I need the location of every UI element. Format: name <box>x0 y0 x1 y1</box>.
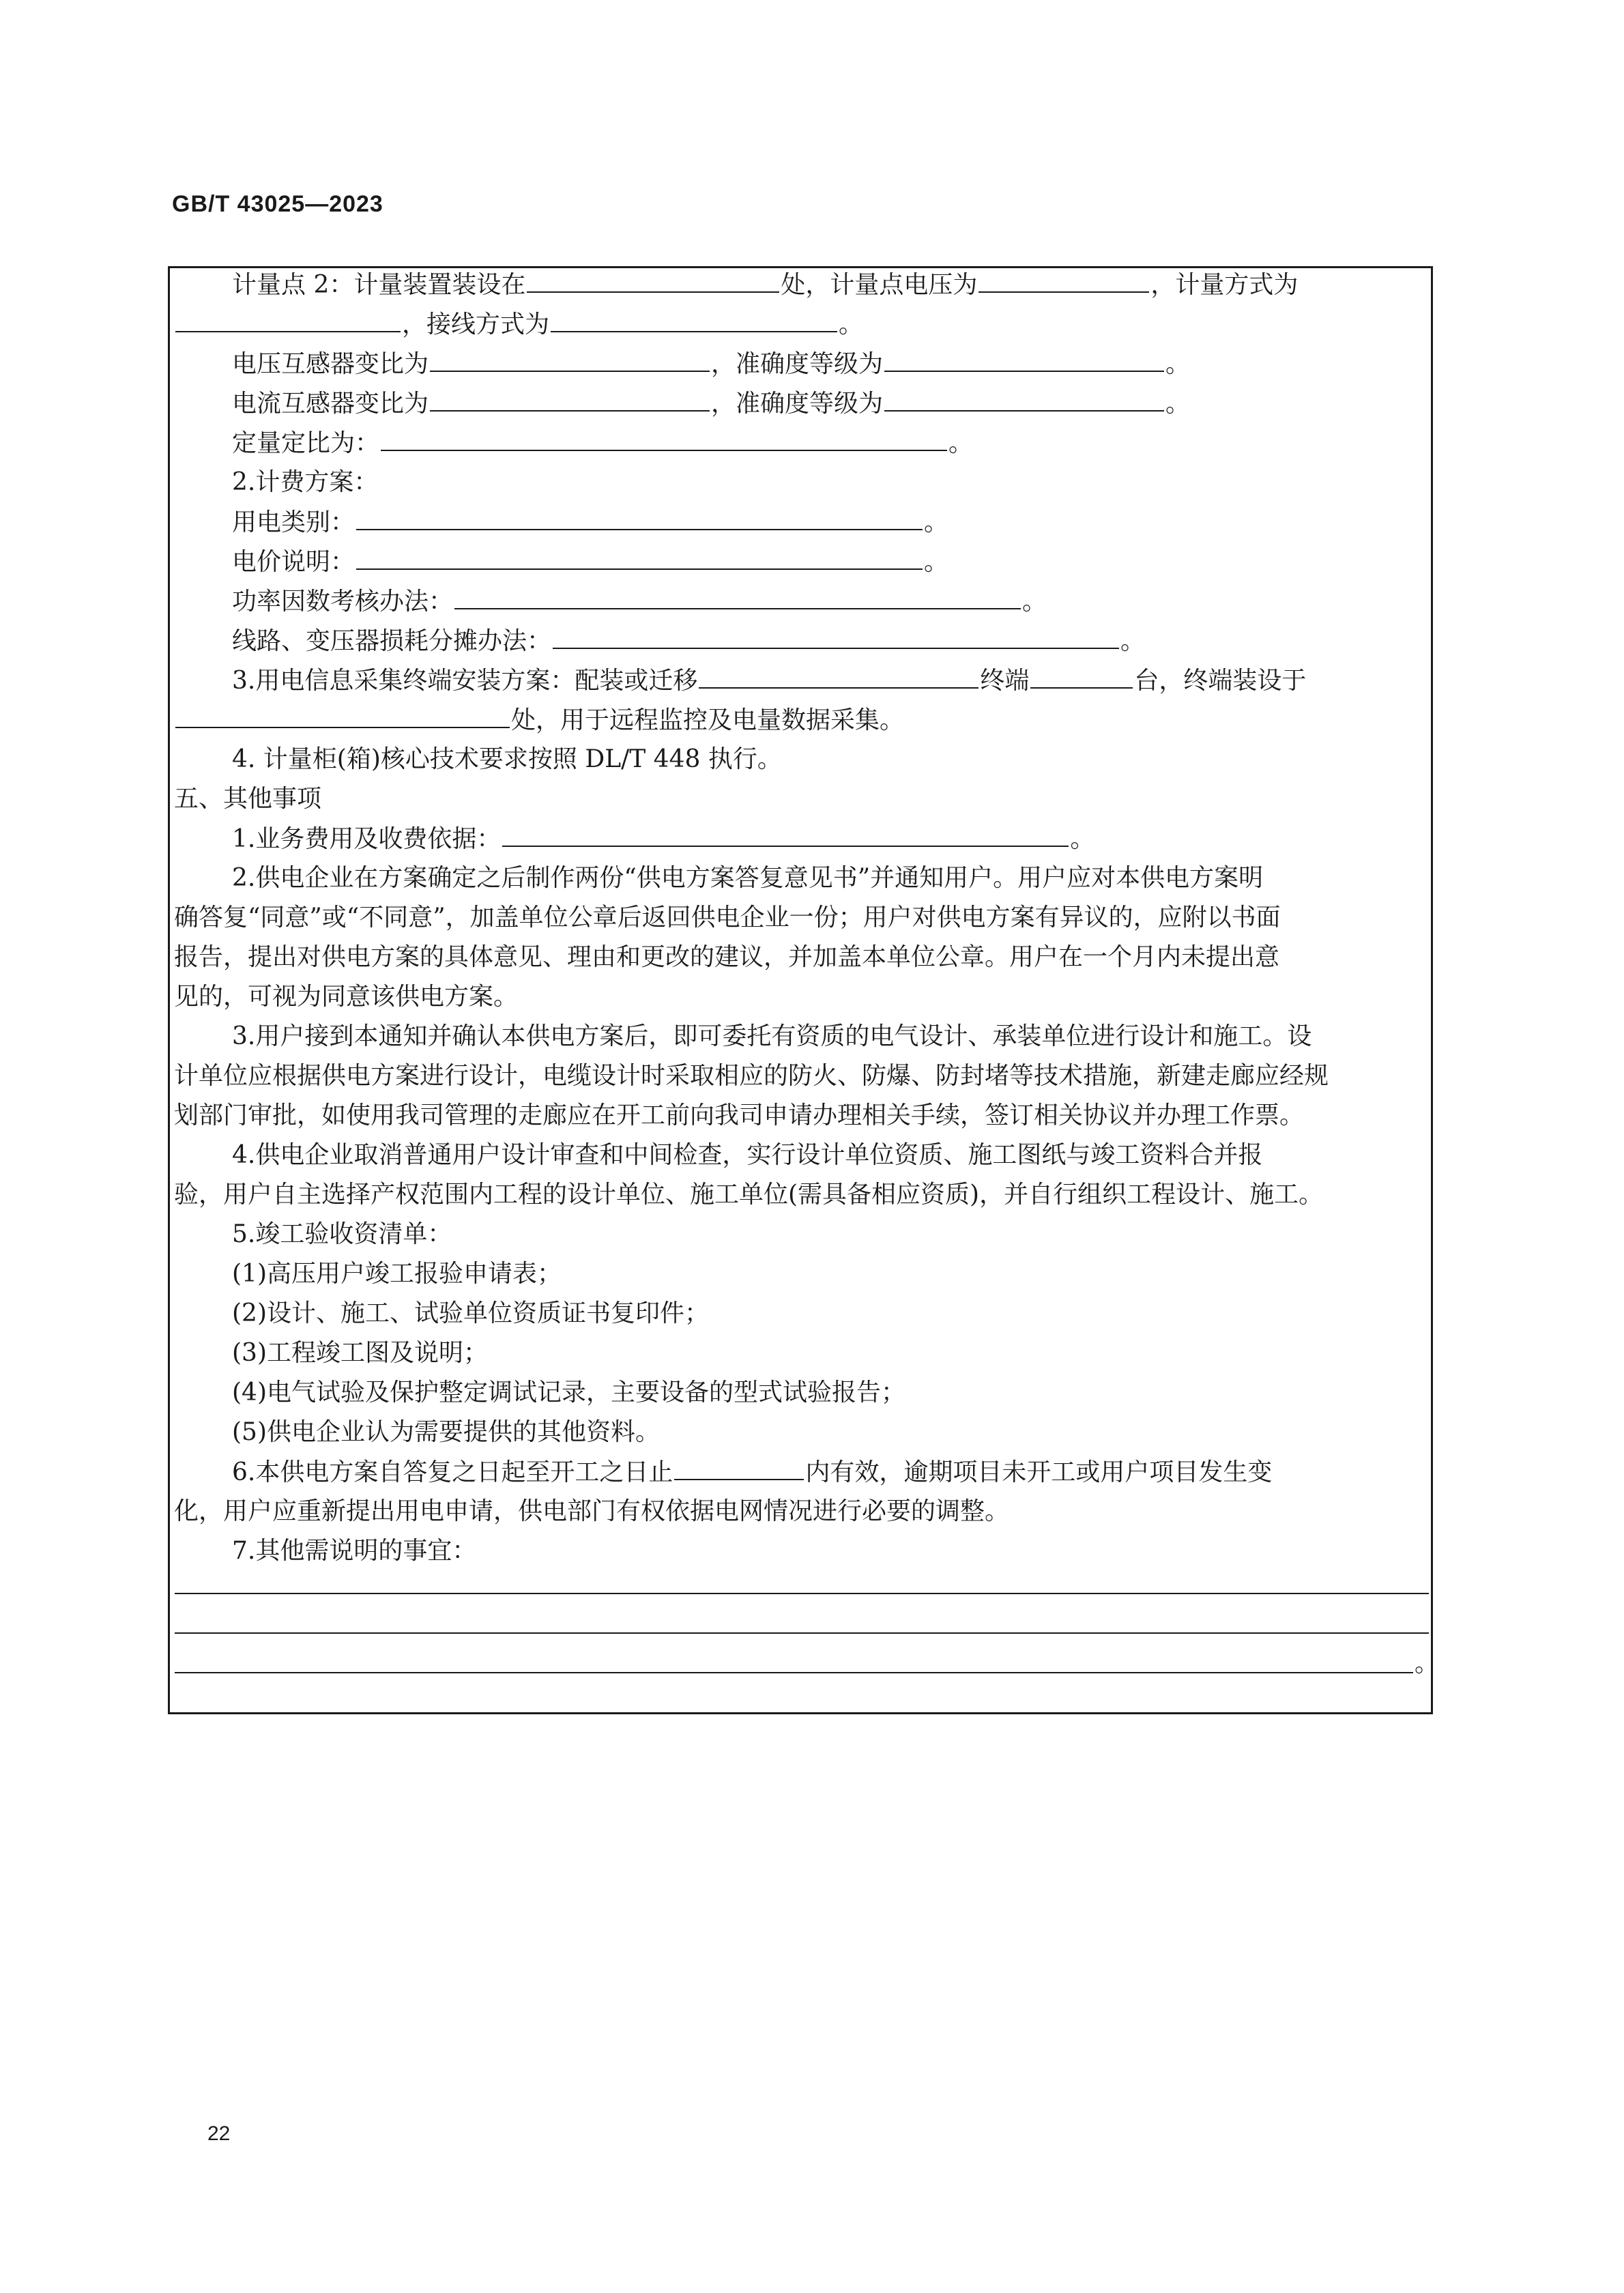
blank-vt-accuracy[interactable] <box>884 347 1164 372</box>
blank-metering-voltage[interactable] <box>978 268 1149 293</box>
text-segment: 。 <box>1165 350 1191 378</box>
text-segment: 。 <box>1120 627 1146 655</box>
text-segment: ，接线方式为 <box>402 311 550 338</box>
paragraph-line: 验，用户自主选择产权范围内工程的设计单位、施工单位(需具备相应资质)，并自行组织工程设计、施工。 <box>174 1181 1324 1209</box>
text-segment: 处，计量点电压为 <box>781 271 978 299</box>
text-segment: ，准确度等级为 <box>711 350 884 378</box>
blank-price-description[interactable] <box>356 545 923 570</box>
text-segment: 。 <box>1070 825 1095 853</box>
loss-sharing-line <box>232 624 1145 657</box>
notes-rule-3[interactable] <box>175 1672 1413 1673</box>
notes-rule-2[interactable] <box>175 1632 1429 1634</box>
blank-fixed-ratio[interactable] <box>381 427 947 451</box>
blank-validity-period[interactable] <box>674 1456 804 1480</box>
notes-rule-1[interactable] <box>175 1593 1429 1594</box>
blank-terminal-location[interactable] <box>175 704 510 728</box>
price-description-line <box>232 545 948 578</box>
metering-cabinet-line: 4. 计量柜(箱)核心技术要求按照 DL/T 448 执行。 <box>232 745 782 773</box>
text-segment: ，准确度等级为 <box>711 390 884 418</box>
metering-point-2-line <box>232 268 1298 301</box>
text-segment: 6.本供电方案自答复之日起至开工之日止 <box>232 1458 673 1486</box>
document-code: GB/T 43025—2023 <box>172 191 383 217</box>
text-segment: 线路、变压器损耗分摊办法： <box>232 627 552 655</box>
text-segment: 。 <box>924 508 949 536</box>
validity-line <box>232 1456 1272 1488</box>
text-segment: 。 <box>1165 390 1191 418</box>
text-segment: ，计量方式为 <box>1150 271 1299 299</box>
paragraph-line: 计单位应根据供电方案进行设计，电缆设计时采取相应的防火、防爆、防封堵等技术措施，新建走廊应经规 <box>174 1062 1329 1090</box>
paragraph-line: 确答复“同意”或“不同意”，加盖单位公章后返回供电企业一份；用户对供电方案有异议的，应附以书面 <box>174 904 1281 932</box>
text-segment: 处，用于远程监控及电量数据采集。 <box>511 706 905 734</box>
terminal-install-line <box>232 664 1306 697</box>
text-segment: 定量定比为： <box>232 429 380 457</box>
blank-power-factor[interactable] <box>454 585 1021 609</box>
power-category-line <box>232 506 948 538</box>
list-item: (1)高压用户竣工报验申请表； <box>232 1260 562 1288</box>
paragraph-line: 2.供电企业在方案确定之后制作两份“供电方案答复意见书”并通知用户。用户应对本供电方案明 <box>232 864 1264 892</box>
list-item: (4)电气试验及保护整定调试记录，主要设备的型式试验报告； <box>232 1379 905 1407</box>
blank-ct-accuracy[interactable] <box>884 387 1164 412</box>
text-segment: 内有效，逾期项目未开工或用户项目发生变 <box>805 1458 1273 1486</box>
paragraph-line: 3.用户接到本通知并确认本供电方案后，即可委托有资质的电气设计、承装单位进行设计和施工。设 <box>232 1022 1312 1050</box>
blank-install-location[interactable] <box>527 268 779 293</box>
ct-ratio-line <box>232 387 1190 420</box>
text-segment: 用电类别： <box>232 508 356 536</box>
text-segment: 台，终端装设于 <box>1134 667 1307 695</box>
text-segment: 。 <box>924 548 949 576</box>
text-segment: 电价说明： <box>232 548 356 576</box>
power-factor-line <box>232 585 1047 618</box>
list-item: (3)工程竣工图及说明； <box>232 1339 488 1367</box>
blank-fee-basis[interactable] <box>502 822 1069 847</box>
text-segment: 1.业务费用及收费依据： <box>232 825 502 853</box>
fixed-ratio-line <box>232 427 973 459</box>
text-segment: 。 <box>948 429 974 457</box>
text-segment: 。 <box>839 311 864 338</box>
page-number: 22 <box>207 2122 231 2145</box>
paragraph-line: 4.供电企业取消普通用户设计审查和中间检查，实行设计单位资质、施工图纸与竣工资料合并报 <box>232 1141 1263 1169</box>
blank-metering-method[interactable] <box>175 308 401 332</box>
text-segment: 功率因数考核办法： <box>232 588 454 616</box>
list-item: (2)设计、施工、试验单位资质证书复印件； <box>232 1299 709 1327</box>
wiring-method-line <box>174 308 863 341</box>
blank-terminal-type[interactable] <box>699 664 978 689</box>
paragraph-line: 见的，可视为同意该供电方案。 <box>174 983 519 1011</box>
fee-basis-line <box>232 822 1094 855</box>
terminal-location-line <box>174 704 904 736</box>
blank-loss-sharing[interactable] <box>553 624 1119 649</box>
blank-wiring-method[interactable] <box>551 308 837 332</box>
other-notes-heading: 7.其他需说明的事宜： <box>232 1537 477 1565</box>
text-segment: 计量点 2：计量装置装设在 <box>232 271 526 299</box>
vt-ratio-line <box>232 347 1190 380</box>
blank-ct-ratio[interactable] <box>430 387 710 412</box>
billing-scheme-heading: 2.计费方案： <box>232 468 379 496</box>
text-segment: 电流互感器变比为 <box>232 390 429 418</box>
section-other-matters-heading: 五、其他事项 <box>174 785 322 813</box>
notes-end-mark: 。 <box>1415 1649 1440 1677</box>
blank-vt-ratio[interactable] <box>430 347 710 372</box>
paragraph-line: 划部门审批，如使用我司管理的走廊应在开工前向我司申请办理相关手续，签订相关协议并办理工作票。 <box>174 1101 1305 1129</box>
text-segment: 3.用电信息采集终端安装方案：配装或迁移 <box>232 667 698 695</box>
acceptance-list-heading: 5.竣工验收资清单： <box>232 1220 452 1248</box>
paragraph-line: 化，用户应重新提出用电申请，供电部门有权依据电网情况进行必要的调整。 <box>174 1497 1010 1525</box>
text-segment: 终端 <box>980 667 1030 695</box>
text-segment: 。 <box>1022 588 1047 616</box>
paragraph-line: 报告，提出对供电方案的具体意见、理由和更改的建议，并加盖本单位公章。用户在一个月内未提出意 <box>174 943 1280 971</box>
text-segment: 电压互感器变比为 <box>232 350 429 378</box>
list-item: (5)供电企业认为需要提供的其他资料。 <box>232 1418 660 1446</box>
blank-terminal-count[interactable] <box>1030 664 1133 689</box>
blank-power-category[interactable] <box>356 506 923 530</box>
